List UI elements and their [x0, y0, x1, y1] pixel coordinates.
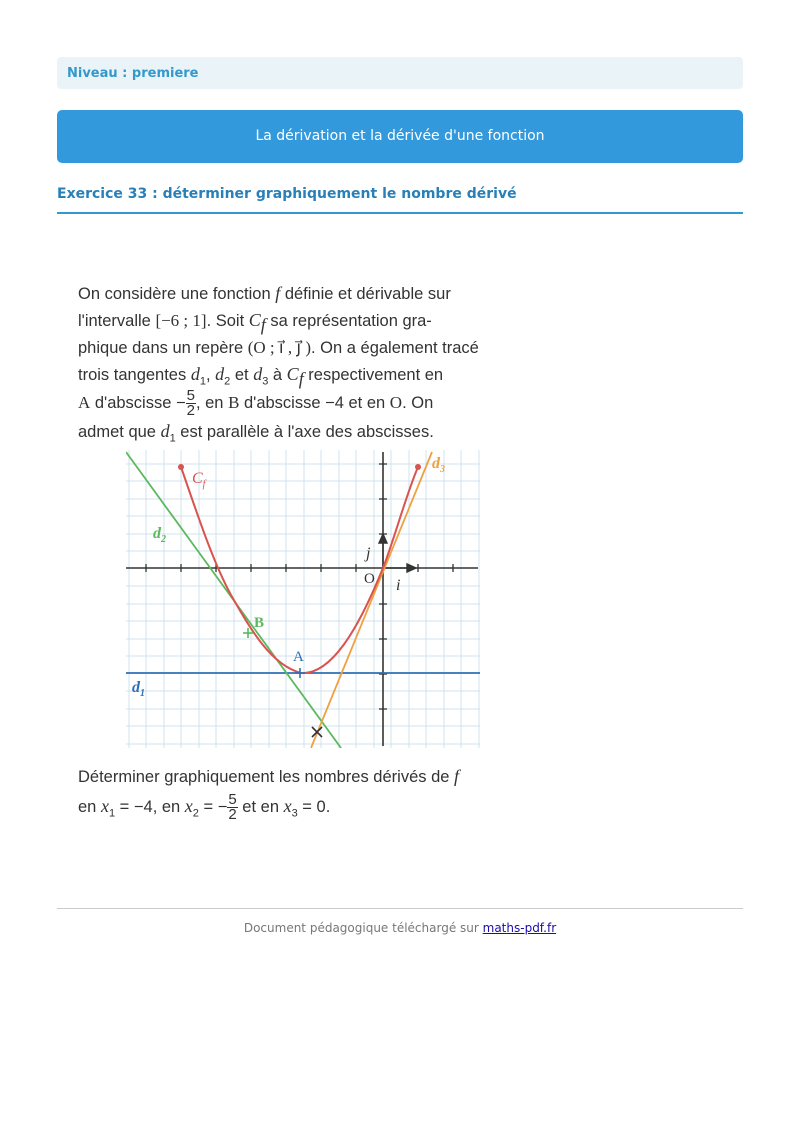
- question-text: = −4: [115, 798, 153, 816]
- function-graph: [126, 450, 480, 748]
- exercise-question: [78, 762, 538, 828]
- question-text: et en: [237, 798, 284, 816]
- statement-text: à: [268, 366, 287, 384]
- vector-j-head: [379, 534, 387, 543]
- label-d1: $d_1$: [132, 679, 145, 699]
- footer-divider: [57, 908, 743, 909]
- curve-endpoint-right: [415, 464, 421, 470]
- question-text: en: [78, 798, 101, 816]
- question-text: Déterminer graphiquement les nombres dérivés de: [78, 768, 455, 786]
- tangent-symbol: d: [253, 364, 263, 384]
- question-text: = 0: [297, 798, 326, 816]
- tangent-d3: [311, 452, 432, 748]
- footer-text: Document pédagogique téléchargé sur: [243, 921, 483, 935]
- function-symbol: f: [275, 283, 281, 303]
- level-banner: [57, 57, 743, 89]
- vector-i-head: [407, 564, 416, 572]
- curve-subscript: f: [298, 368, 304, 389]
- figure-labels: [132, 455, 445, 699]
- statement-text: . On: [402, 394, 434, 412]
- fraction-numerator: 5: [186, 387, 195, 405]
- label-a: A: [293, 649, 304, 665]
- tangent-symbol: d: [215, 364, 225, 384]
- statement-text: phique dans un repère: [78, 339, 248, 357]
- frame-notation: (O ; i⃗ , j⃗ ): [247, 338, 311, 357]
- tangent-subscript: 2: [224, 375, 231, 388]
- label-d3: $d_3$: [432, 455, 445, 475]
- statement-text: et: [230, 366, 254, 384]
- tangent-subscript: 3: [262, 375, 269, 388]
- variable-symbol: x: [283, 796, 292, 816]
- grid: [126, 450, 480, 748]
- tangent-symbol: d: [160, 421, 170, 441]
- statement-text: trois tangentes: [78, 366, 191, 384]
- interval: [−6 ; 1]: [155, 311, 207, 330]
- label-o: O: [364, 571, 375, 587]
- statement-text: définie et dérivable sur: [280, 285, 451, 303]
- footer: [0, 921, 800, 935]
- label-j: j: [366, 545, 371, 562]
- statement-text: On considère une fonction: [78, 285, 276, 303]
- point-label: A: [78, 393, 91, 412]
- exercise-divider: [57, 212, 743, 214]
- chapter-title: La dérivation et la dérivée d'une fonction: [255, 128, 545, 144]
- footer-link[interactable]: maths-pdf.fr: [482, 921, 557, 935]
- statement-line: [78, 307, 538, 334]
- axes: [126, 452, 478, 746]
- label-b: B: [254, 615, 265, 631]
- statement-text: d'abscisse −4 et en: [239, 394, 390, 412]
- fraction: [227, 793, 237, 822]
- fraction-denominator: 2: [228, 806, 237, 824]
- tangent-subscript: 1: [199, 375, 206, 388]
- variable-symbol: x: [184, 796, 193, 816]
- variable-subscript: 1: [108, 807, 116, 820]
- statement-text: , en: [195, 394, 229, 412]
- statement-text: l'intervalle: [78, 312, 156, 330]
- statement-text: est parallèle à l'axe des abscisses.: [175, 423, 434, 441]
- label-cf: $C_f$: [192, 470, 206, 490]
- statement-text: . On a également tracé: [311, 339, 479, 357]
- variable-symbol: x: [100, 796, 109, 816]
- exercise-statement: [78, 280, 538, 445]
- question-line: [78, 762, 538, 792]
- point-label: O: [389, 393, 403, 412]
- statement-line: [78, 280, 538, 307]
- function-symbol: f: [454, 766, 460, 786]
- figure-point-labels: [254, 571, 375, 665]
- question-text: = −: [198, 798, 228, 816]
- statement-line: [78, 361, 538, 388]
- statement-text: sa représentation gra-: [265, 312, 432, 330]
- statement-text: respectivement en: [303, 366, 444, 384]
- question-line: [78, 792, 538, 828]
- statement-text: d'abscisse −: [90, 394, 186, 412]
- chapter-banner: [57, 110, 743, 163]
- label-i: i: [396, 577, 401, 594]
- curve-subscript: f: [260, 314, 266, 335]
- statement-line: [78, 418, 538, 445]
- fraction-denominator: 2: [186, 402, 195, 420]
- statement-text: . Soit: [206, 312, 249, 330]
- label-d2: $d_2$: [153, 525, 166, 545]
- statement-line: [78, 388, 538, 418]
- point-label: B: [228, 393, 240, 412]
- variable-subscript: 2: [192, 807, 199, 820]
- level-label: Niveau : premiere: [67, 66, 199, 81]
- exercise-title: Exercice 33 : déterminer graphiquement le nombre dérivé: [57, 186, 517, 202]
- statement-text: ,: [205, 366, 216, 384]
- question-text: , en: [152, 798, 185, 816]
- question-text: .: [325, 798, 331, 816]
- tangent-subscript: 1: [169, 432, 176, 445]
- fraction: [186, 389, 196, 418]
- curve-symbol: C: [248, 310, 261, 330]
- point-markers: [243, 628, 322, 737]
- curve-symbol: C: [286, 364, 299, 384]
- fraction-numerator: 5: [228, 791, 237, 809]
- variable-subscript: 3: [291, 807, 298, 820]
- curve-endpoint-left: [178, 464, 184, 470]
- statement-line: [78, 334, 538, 361]
- statement-text: admet que: [78, 423, 161, 441]
- tangent-symbol: d: [190, 364, 200, 384]
